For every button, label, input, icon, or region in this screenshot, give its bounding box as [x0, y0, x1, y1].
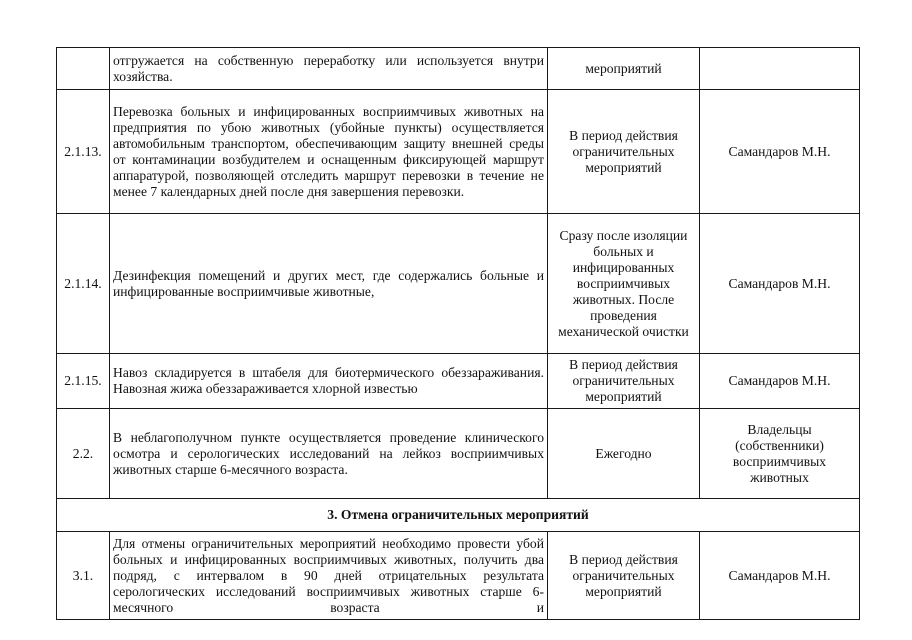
measure-term: В период действия ограничительных мероприятий	[548, 90, 700, 214]
table-row	[57, 214, 860, 354]
table-row	[57, 532, 860, 620]
row-number: 2.1.15.	[57, 354, 110, 409]
section-header-row	[57, 499, 860, 532]
measure-text: Для отмены ограничительных мероприятий необходимо провести убой больных и инфицированных восприимчивых животных, получить два подряд, с интервалом в 90 дней отрицательных результата серологических исследований восприимчивых животных старше 6-месячного возраста и	[110, 532, 548, 620]
measure-text: отгружается на собственную переработку или используется внутри хозяйства.	[110, 48, 548, 90]
measure-text: Навоз складируется в штабеля для биотермического обеззараживания. Навозная жижа обеззараживается хлорной известью	[110, 354, 548, 409]
section-title: 3. Отмена ограничительных мероприятий	[57, 499, 860, 532]
row-number	[57, 48, 110, 90]
measure-responsible: Самандаров М.Н.	[700, 90, 860, 214]
table-row	[57, 354, 860, 409]
table-row	[57, 409, 860, 499]
table-row	[57, 90, 860, 214]
row-number: 2.1.13.	[57, 90, 110, 214]
measure-responsible: Самандаров М.Н.	[700, 532, 860, 620]
measure-text: В неблагополучном пункте осуществляется проведение клинического осмотра и серологических исследований на лейкоз восприимчивых животных старше 6-месячного возраста.	[110, 409, 548, 499]
measure-responsible: Самандаров М.Н.	[700, 214, 860, 354]
table-row	[57, 48, 860, 90]
measure-term: мероприятий	[548, 48, 700, 90]
measure-responsible: Самандаров М.Н.	[700, 354, 860, 409]
measure-term: Ежегодно	[548, 409, 700, 499]
measure-term: В период действия ограничительных мероприятий	[548, 532, 700, 620]
row-number: 2.1.14.	[57, 214, 110, 354]
measure-text: Перевозка больных и инфицированных восприимчивых животных на предприятия по убою животных (убойные пункты) осуществляется автомобильным транспортом, обеспечивающим защиту внешней среды от контаминации возбудителем и оснащенным фиксирующей маршрут аппаратурой, позволяющей отследить маршрут перевозки в течение не менее 7 календарных дней после дня завершения перевозки.	[110, 90, 548, 214]
measure-responsible: Владельцы (собственники) восприимчивых животных	[700, 409, 860, 499]
measure-responsible	[700, 48, 860, 90]
measures-table	[56, 47, 860, 620]
row-number: 2.2.	[57, 409, 110, 499]
measure-term: В период действия ограничительных мероприятий	[548, 354, 700, 409]
measure-term: Сразу после изоляции больных и инфицированных восприимчивых животных. После проведения механической очистки	[548, 214, 700, 354]
row-number: 3.1.	[57, 532, 110, 620]
measure-text: Дезинфекция помещений и других мест, где содержались больные и инфицированные восприимчивые животные,	[110, 214, 548, 354]
